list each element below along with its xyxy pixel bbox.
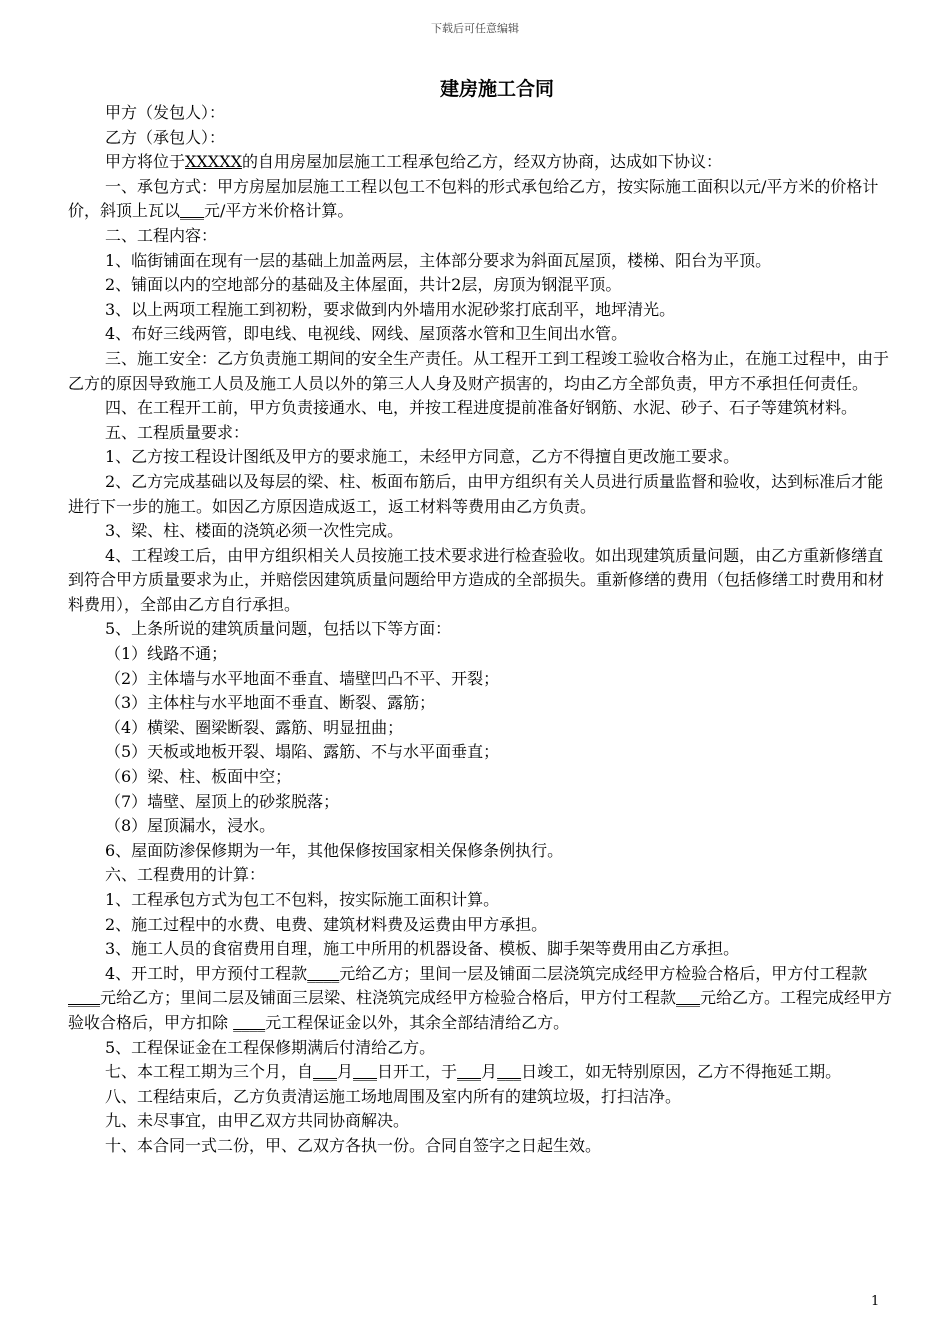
party-a-line: 甲方（发包人）：: [105, 103, 226, 122]
date-blank: ___: [457, 1062, 482, 1082]
section-8: 八、工程结束后，乙方负责清运施工场地周围及室内所有的建筑垃圾，打扫洁净。: [105, 1086, 682, 1106]
intro-paragraph: 甲方将位于XXXXX的自用房屋加层施工工程承包给乙方，经双方协商，达成如下协议：: [105, 152, 722, 172]
quality-issue-item: （4）横梁、圈梁断裂、露筋、明显扭曲；: [105, 717, 404, 737]
quality-issue-item: （5）天板或地板开裂、塌陷、露筋、不与水平面垂直；: [105, 742, 500, 762]
section-6-payment-item: 4、开工时，甲方预付工程款____元给乙方；里间一层及铺面二层浇筑完成经甲方检验合格后，甲方付工程款____元给乙方；里间二层及铺面三层梁、柱浇筑完成经甲方检验合格后，甲方付工程款___元给乙方。工程完成经甲方验收合格后，甲方扣除 ____元工程保证金以外，其余全部结清给乙方。: [68, 963, 893, 1032]
section-5-item: 1、乙方按工程设计图纸及甲方的要求施工，未经甲方同意，乙方不得擅自更改施工要求。: [105, 447, 740, 467]
quality-issue-item: （6）梁、柱、板面中空；: [105, 767, 292, 787]
section-2-item: 4、布好三线两管，即电线、电视线、网线、屋顶落水管和卫生间出水管。: [105, 324, 628, 344]
date-blank: ___: [497, 1062, 522, 1082]
payment-blank: ____: [68, 988, 100, 1008]
section-5-item: 4、工程竣工后，由甲方组织相关人员按施工技术要求进行检查验收。如出现建筑质量问题，由乙方重新修缮直到符合甲方质量要求为止，并赔偿因建筑质量问题给甲方造成的全部损失。重新修缮的费用（包括修缮工时费用和材料费用），全部由乙方自行承担。: [68, 545, 885, 614]
payment-blank: ____: [307, 963, 340, 983]
section-9: 九、未尽事宜，由甲乙双方共同协商解决。: [105, 1111, 410, 1131]
section-6-item: 3、施工人员的食宿费用自理，施工中所用的机器设备、模板、脚手架等费用由乙方承担。: [105, 939, 740, 959]
section-5-item: 6、屋面防渗保修期为一年，其他保修按国家相关保修条例执行。: [105, 840, 564, 860]
tile-price-blank: ___: [180, 201, 205, 221]
party-b-line: 乙方（承包人）：: [105, 127, 226, 147]
date-blank: ___: [353, 1062, 378, 1082]
section-1: 一、承包方式：甲方房屋加层施工工程以包工不包料的形式承包给乙方，按实际施工面积以元/平方米的价格计价，斜顶上瓦以___元/平方米价格计算。: [68, 176, 879, 221]
section-5-heading: 五、工程质量要求：: [105, 422, 250, 442]
location-blank: XXXXX: [185, 152, 242, 172]
payment-blank: ___: [676, 988, 701, 1008]
section-2-item: 2、铺面以内的空地部分的基础及主体屋面，共计2层，房顶为钢混平顶。: [105, 275, 622, 295]
quality-issue-item: （7）墙壁、屋顶上的砂浆脱落；: [105, 791, 340, 811]
section-6-item: 1、工程承包方式为包工不包料，按实际施工面积计算。: [105, 890, 500, 909]
date-blank: ___: [313, 1062, 338, 1082]
quality-issue-item: （8）屋顶漏水，浸水。: [105, 816, 276, 836]
section-7: 七、本工程工期为三个月，自___月___日开工，于___月___日竣工，如无特别原因，乙方不得拖延工期。: [105, 1062, 842, 1082]
page-header: 下载后可任意编辑: [431, 22, 519, 35]
section-10: 十、本合同一式二份，甲、乙双方各执一份。合同自签字之日起生效。: [105, 1135, 602, 1155]
quality-issue-item: （1）线路不通；: [105, 644, 228, 664]
section-4: 四、在工程开工前，甲方负责接通水、电，并按工程进度提前准备好钢筋、水泥、砂子、石子等建筑材料。: [105, 398, 858, 418]
section-5-item: 2、乙方完成基础以及每层的梁、柱、板面布筋后，由甲方组织有关人员进行质量监督和验收，达到标准后才能进行下一步的施工。如因乙方原因造成返工，返工材料等费用由乙方负责。: [68, 471, 884, 516]
section-6-heading: 六、工程费用的计算：: [105, 865, 266, 885]
section-5-item: 5、上条所说的建筑质量问题，包括以下等方面：: [105, 619, 452, 639]
payment-blank: ____: [233, 1012, 266, 1032]
page-number: 1: [871, 1294, 880, 1309]
section-6-item: 5、工程保证金在工程保修期满后付清给乙方。: [105, 1037, 436, 1057]
contract-body: [68, 101, 894, 1159]
section-2-item: 1、临街铺面在现有一层的基础上加盖两层，主体部分要求为斜面瓦屋顶，楼梯、阳台为平顶。: [105, 250, 772, 270]
section-2-item: 3、以上两项工程施工到初粉，要求做到内外墙用水泥砂浆打底刮平，地坪清光。: [105, 299, 676, 319]
section-2-heading: 二、工程内容：: [105, 225, 218, 245]
quality-issue-item: （2）主体墙与水平地面不垂直、墙壁凹凸不平、开裂；: [105, 668, 500, 688]
quality-issue-item: （3）主体柱与水平地面不垂直、断裂、露筋；: [105, 693, 436, 713]
contract-title: 建房施工合同: [439, 78, 554, 100]
section-6-item: 2、施工过程中的水费、电费、建筑材料费及运费由甲方承担。: [105, 914, 548, 934]
section-3: 三、施工安全：乙方负责施工期间的安全生产责任。从工程开工到工程竣工验收合格为止，在施工过程中，由于乙方的原因导致施工人员及施工人员以外的第三人人身及财产损害的，均由乙方全部负责，甲方不承担任何责任。: [68, 348, 890, 393]
section-5-item: 3、梁、柱、楼面的浇筑必须一次性完成。: [105, 521, 404, 541]
